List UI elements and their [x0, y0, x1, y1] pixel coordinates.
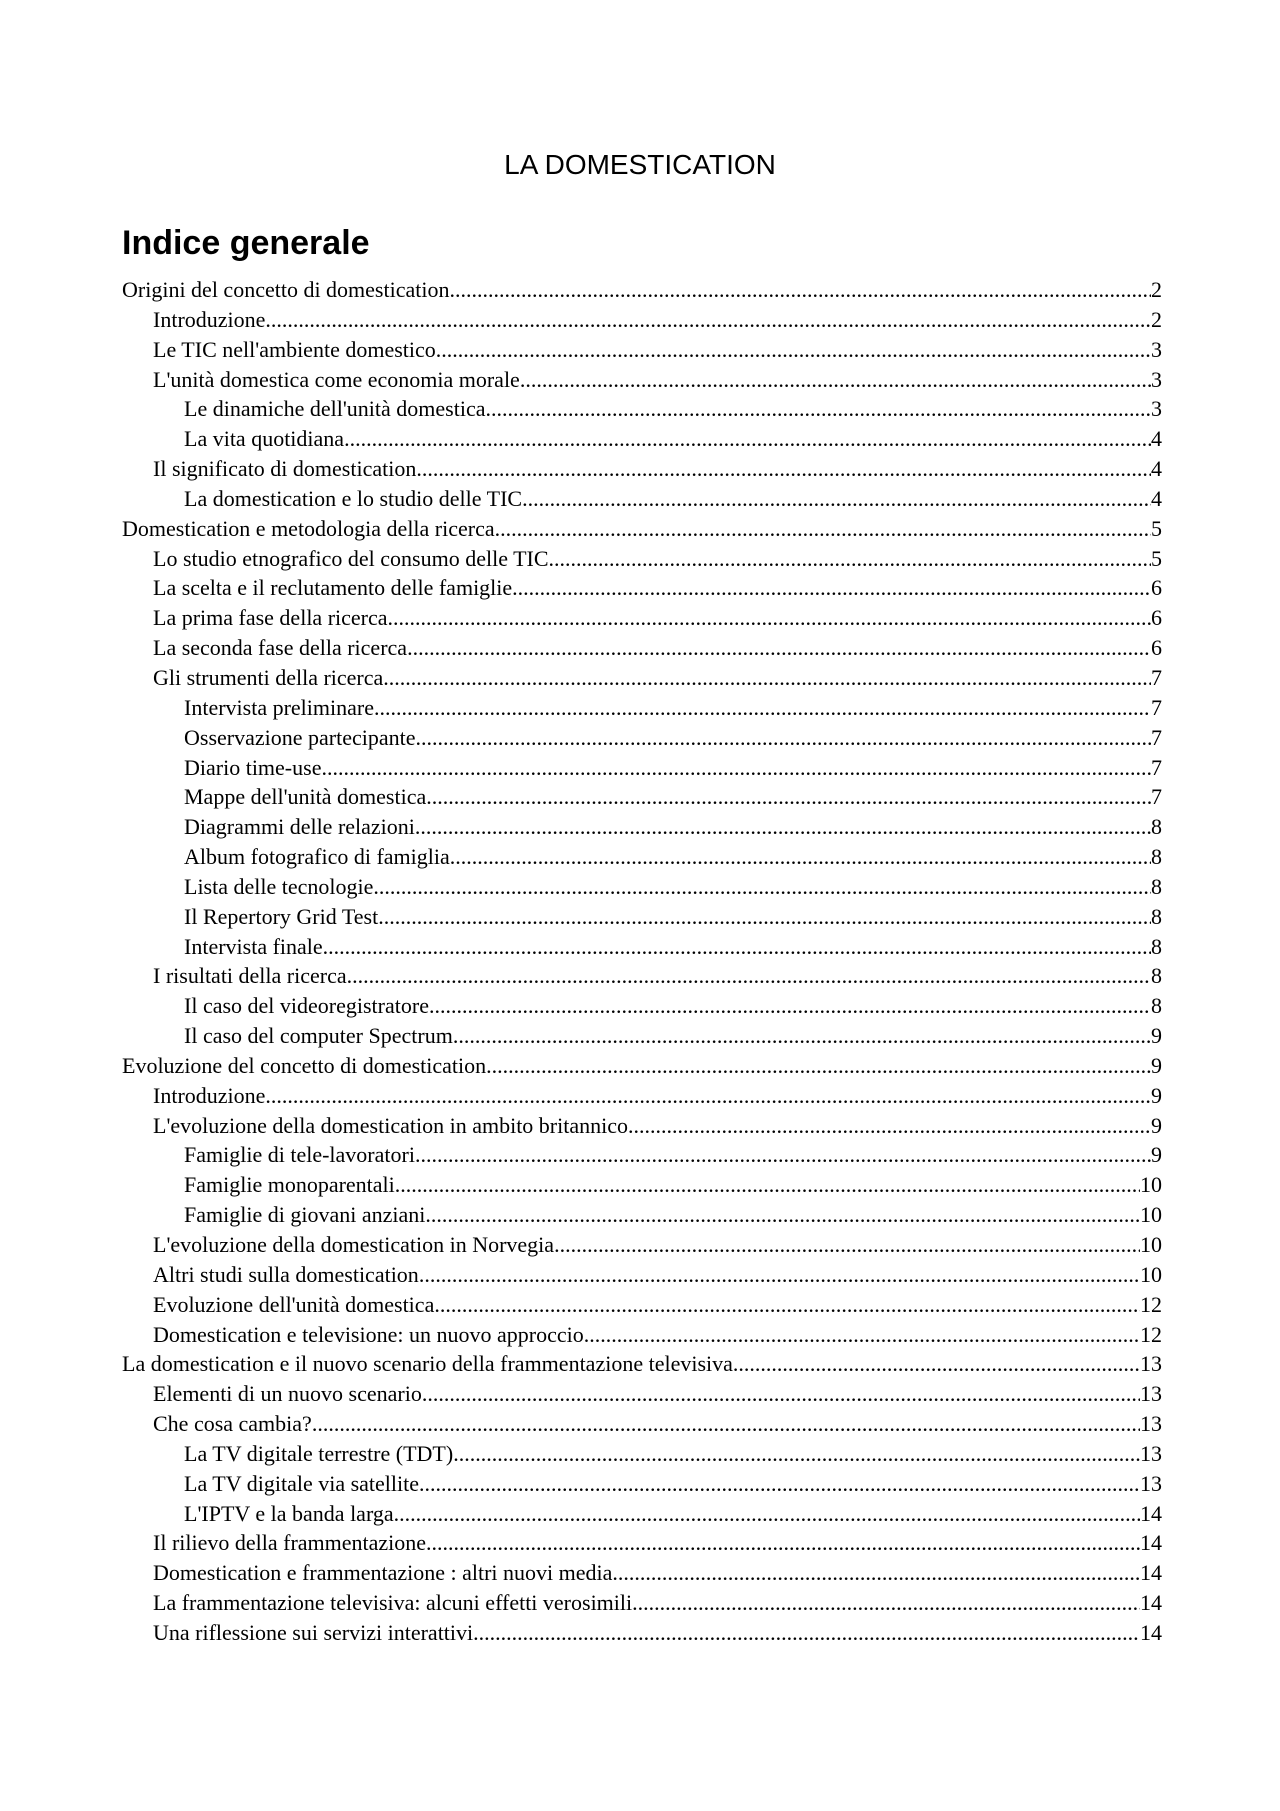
toc-dot-leader — [473, 1618, 1140, 1648]
toc-entry-title: Le dinamiche dell'unità domestica — [184, 396, 486, 422]
toc-entry[interactable] — [122, 902, 1162, 932]
toc-entry[interactable] — [122, 1170, 1162, 1200]
toc-entry[interactable] — [122, 1290, 1162, 1320]
toc-entry[interactable] — [122, 335, 1162, 365]
toc-entry-title: L'evoluzione della domestication in Norvegia — [153, 1232, 555, 1257]
toc-dot-leader — [416, 454, 1151, 484]
toc-page-number: 12 — [1140, 1321, 1162, 1347]
toc-entry-title: Diagrammi delle relazioni — [184, 814, 415, 840]
toc-page-number: 3 — [1151, 336, 1162, 362]
toc-page-number: 2 — [1151, 277, 1162, 302]
toc-entry-title: I risultati della ricerca — [153, 963, 347, 989]
toc-entry-title: Famiglie di tele-lavoratori — [184, 1142, 415, 1168]
toc-page-number: 3 — [1151, 366, 1162, 392]
toc-dot-leader — [512, 573, 1151, 603]
toc-entry-title: Album fotografico di famiglia — [184, 844, 450, 870]
toc-entry[interactable] — [122, 663, 1162, 693]
toc-entry-title: Famiglie di giovani anziani — [184, 1202, 426, 1228]
toc-entry[interactable] — [122, 1588, 1162, 1618]
toc-entry[interactable] — [122, 1439, 1162, 1469]
toc-dot-leader — [373, 872, 1151, 902]
toc-page-number: 8 — [1151, 844, 1162, 870]
toc-entry-title: Evoluzione dell'unità domestica — [153, 1291, 435, 1317]
toc-entry-title: L'IPTV e la banda larga — [184, 1500, 394, 1526]
toc-page-number: 5 — [1151, 515, 1162, 541]
toc-entry[interactable] — [122, 1230, 1162, 1260]
toc-page-number: 10 — [1140, 1202, 1162, 1228]
toc-entry[interactable] — [122, 1021, 1162, 1051]
toc-dot-leader — [584, 1320, 1140, 1350]
toc-page-number: 8 — [1151, 903, 1162, 929]
toc-entry-title: La TV digitale terrestre (TDT) — [184, 1440, 454, 1466]
toc-entry[interactable] — [122, 991, 1162, 1021]
toc-dot-leader — [434, 1290, 1140, 1320]
toc-dot-leader — [422, 1379, 1140, 1409]
toc-page-number: 8 — [1151, 933, 1162, 959]
toc-entry[interactable] — [122, 1349, 1162, 1379]
toc-entry[interactable] — [122, 1558, 1162, 1588]
toc-entry-title: L'evoluzione della domestication in ambito britannico — [153, 1112, 628, 1138]
toc-dot-leader — [265, 1081, 1151, 1111]
toc-entry-title: La domestication e il nuovo scenario della frammentazione televisiva — [122, 1351, 733, 1377]
toc-entry[interactable] — [122, 275, 1162, 305]
toc-dot-leader — [312, 1409, 1140, 1439]
toc-page-number: 10 — [1140, 1172, 1162, 1198]
toc-entry-title: La seconda fase della ricerca — [153, 635, 408, 661]
toc-dot-leader — [520, 365, 1151, 395]
toc-entry[interactable] — [122, 484, 1162, 514]
toc-entry-title: Origini del concetto di domestication — [122, 277, 450, 302]
toc-page-number: 13 — [1140, 1440, 1162, 1466]
toc-dot-leader — [522, 484, 1151, 514]
toc-entry[interactable] — [122, 1528, 1162, 1558]
toc-entry-title: Altri studi sulla domestication — [153, 1261, 419, 1287]
toc-dot-leader — [485, 394, 1151, 424]
toc-entry-title: Lo studio etnografico del consumo delle TIC — [153, 545, 549, 571]
toc-page-number: 9 — [1151, 1023, 1162, 1049]
toc-entry[interactable] — [122, 1200, 1162, 1230]
toc-dot-leader — [549, 544, 1151, 574]
toc-entry[interactable] — [122, 1320, 1162, 1350]
toc-entry-title: Domestication e televisione: un nuovo approccio — [153, 1321, 584, 1347]
toc-entry[interactable] — [122, 1379, 1162, 1409]
toc-dot-leader — [407, 633, 1151, 663]
toc-entry[interactable] — [122, 842, 1162, 872]
toc-dot-leader — [429, 991, 1151, 1021]
toc-dot-leader — [419, 1260, 1140, 1290]
toc-entry[interactable] — [122, 365, 1162, 395]
toc-entry[interactable] — [122, 693, 1162, 723]
toc-entry-title: La domestication e lo studio delle TIC — [184, 485, 523, 511]
toc-entry-title: L'unità domestica come economia morale — [153, 366, 520, 392]
page-title: LA DOMESTICATION — [504, 149, 776, 180]
toc-page-number: 7 — [1151, 664, 1162, 690]
toc-page-number: 13 — [1140, 1381, 1162, 1407]
toc-page-number: 14 — [1140, 1619, 1162, 1645]
toc-page-number: 6 — [1151, 635, 1162, 661]
toc-entry-title: Evoluzione del concetto di domestication — [122, 1052, 487, 1078]
toc-page-number: 7 — [1151, 724, 1162, 750]
toc-dot-leader — [388, 603, 1151, 633]
toc-page-number: 10 — [1140, 1261, 1162, 1287]
toc-page-number: 9 — [1151, 1052, 1162, 1078]
toc-entry[interactable] — [122, 603, 1162, 633]
toc-entry-title: Domestication e metodologia della ricerca — [122, 515, 495, 541]
toc-entry-title: Introduzione — [153, 1082, 266, 1108]
toc-page-number: 8 — [1151, 963, 1162, 989]
toc-entry[interactable] — [122, 1469, 1162, 1499]
toc-page-number: 3 — [1151, 396, 1162, 422]
toc-page-number: 9 — [1151, 1112, 1162, 1138]
toc-dot-leader — [453, 1021, 1151, 1051]
toc-entry-title: Le TIC nell'ambiente domestico — [153, 336, 436, 362]
toc-page-number: 9 — [1151, 1082, 1162, 1108]
toc-entry[interactable] — [122, 573, 1162, 603]
toc-page-number: 2 — [1151, 306, 1162, 332]
toc-entry[interactable] — [122, 1499, 1162, 1529]
toc-entry-title: Una riflessione sui servizi interattivi — [153, 1619, 474, 1645]
table-of-contents — [122, 275, 1162, 1648]
toc-dot-leader — [425, 1200, 1140, 1230]
toc-entry[interactable] — [122, 812, 1162, 842]
toc-heading: Indice generale — [122, 224, 370, 262]
toc-entry-title: Elementi di un nuovo scenario — [153, 1381, 422, 1407]
toc-page-number: 4 — [1151, 426, 1162, 452]
toc-entry[interactable] — [122, 753, 1162, 783]
toc-page-number: 9 — [1151, 1142, 1162, 1168]
toc-dot-leader — [450, 842, 1151, 872]
toc-dot-leader — [436, 335, 1151, 365]
toc-dot-leader — [426, 782, 1151, 812]
toc-page-number: 14 — [1140, 1590, 1162, 1616]
toc-entry[interactable] — [122, 1081, 1162, 1111]
toc-entry[interactable] — [122, 454, 1162, 484]
toc-entry-title: Intervista preliminare — [184, 694, 374, 720]
toc-dot-leader — [449, 275, 1151, 305]
toc-dot-leader — [394, 1499, 1140, 1529]
toc-entry-title: Il rilievo della frammentazione — [153, 1530, 427, 1556]
toc-entry-title: Il Repertory Grid Test — [184, 903, 379, 929]
toc-entry[interactable] — [122, 1409, 1162, 1439]
toc-entry-title: Domestication e frammentazione : altri nuovi media — [153, 1560, 613, 1586]
toc-page-number: 14 — [1140, 1560, 1162, 1586]
toc-page-number: 12 — [1140, 1291, 1162, 1317]
toc-dot-leader — [265, 305, 1151, 335]
toc-page-number: 10 — [1140, 1232, 1162, 1257]
toc-entry-title: Il caso del computer Spectrum — [184, 1023, 453, 1049]
toc-page-number: 13 — [1140, 1470, 1162, 1496]
toc-entry[interactable] — [122, 544, 1162, 574]
toc-entry[interactable] — [122, 1111, 1162, 1141]
toc-entry[interactable] — [122, 723, 1162, 753]
toc-dot-leader — [347, 961, 1151, 991]
toc-entry-title: La vita quotidiana — [184, 426, 345, 452]
toc-entry-title: Gli strumenti della ricerca — [153, 664, 384, 690]
toc-entry-title: Il caso del videoregistratore — [184, 993, 429, 1019]
toc-page-number: 14 — [1140, 1530, 1162, 1556]
toc-page-number: 4 — [1151, 485, 1162, 511]
toc-entry[interactable] — [122, 305, 1162, 335]
toc-entry[interactable] — [122, 1140, 1162, 1170]
toc-page-number: 6 — [1151, 605, 1162, 631]
toc-dot-leader — [374, 693, 1151, 723]
toc-entry-title: La frammentazione televisiva: alcuni effetti verosimili — [153, 1590, 633, 1616]
toc-page-number: 7 — [1151, 694, 1162, 720]
toc-dot-leader — [486, 1051, 1151, 1081]
toc-dot-leader — [453, 1439, 1140, 1469]
toc-entry-title: Intervista finale — [184, 933, 323, 959]
toc-entry[interactable] — [122, 514, 1162, 544]
toc-page-number: 14 — [1140, 1500, 1162, 1526]
toc-entry[interactable] — [122, 633, 1162, 663]
toc-dot-leader — [416, 723, 1152, 753]
toc-dot-leader — [383, 663, 1151, 693]
toc-dot-leader — [628, 1111, 1151, 1141]
toc-dot-leader — [419, 1469, 1140, 1499]
toc-dot-leader — [415, 812, 1151, 842]
toc-dot-leader — [632, 1588, 1140, 1618]
toc-dot-leader — [733, 1349, 1140, 1379]
toc-entry-title: La TV digitale via satellite — [184, 1470, 420, 1496]
toc-entry-title: Introduzione — [153, 306, 266, 332]
toc-entry-title: Famiglie monoparentali — [184, 1172, 395, 1198]
toc-dot-leader — [495, 514, 1151, 544]
toc-entry[interactable] — [122, 872, 1162, 902]
toc-entry[interactable] — [122, 961, 1162, 991]
toc-entry-title: Diario time-use — [184, 754, 322, 780]
toc-entry-title: Lista delle tecnologie — [184, 873, 374, 899]
toc-dot-leader — [344, 424, 1151, 454]
toc-dot-leader — [378, 902, 1151, 932]
toc-dot-leader — [321, 753, 1151, 783]
toc-page-number: 5 — [1151, 545, 1162, 571]
toc-page-number: 8 — [1151, 814, 1162, 840]
toc-entry-title: Mappe dell'unità domestica — [184, 784, 427, 810]
toc-entry[interactable] — [122, 932, 1162, 962]
toc-entry[interactable] — [122, 1051, 1162, 1081]
toc-page-number: 7 — [1151, 784, 1162, 810]
toc-entry-title: Che cosa cambia? — [153, 1411, 312, 1437]
toc-dot-leader — [415, 1140, 1151, 1170]
toc-dot-leader — [612, 1558, 1140, 1588]
toc-page-number: 4 — [1151, 456, 1162, 482]
toc-entry-title: La scelta e il reclutamento delle famiglie — [153, 575, 513, 601]
toc-page-number: 13 — [1140, 1411, 1162, 1437]
toc-entry[interactable] — [122, 424, 1162, 454]
toc-dot-leader — [426, 1528, 1140, 1558]
toc-page-number: 13 — [1140, 1351, 1162, 1377]
toc-entry-title: La prima fase della ricerca — [153, 605, 388, 631]
toc-entry-title: Osservazione partecipante — [184, 724, 416, 750]
toc-entry[interactable] — [122, 394, 1162, 424]
toc-page-number: 6 — [1151, 575, 1162, 601]
toc-dot-leader — [395, 1170, 1140, 1200]
toc-entry[interactable] — [122, 1618, 1162, 1648]
toc-entry[interactable] — [122, 1260, 1162, 1290]
toc-page-number: 8 — [1151, 873, 1162, 899]
toc-entry-title: Il significato di domestication — [153, 456, 417, 482]
toc-dot-leader — [323, 932, 1151, 962]
toc-entry[interactable] — [122, 782, 1162, 812]
toc-page-number: 7 — [1151, 754, 1162, 780]
toc-page-number: 8 — [1151, 993, 1162, 1019]
toc-dot-leader — [554, 1230, 1140, 1260]
